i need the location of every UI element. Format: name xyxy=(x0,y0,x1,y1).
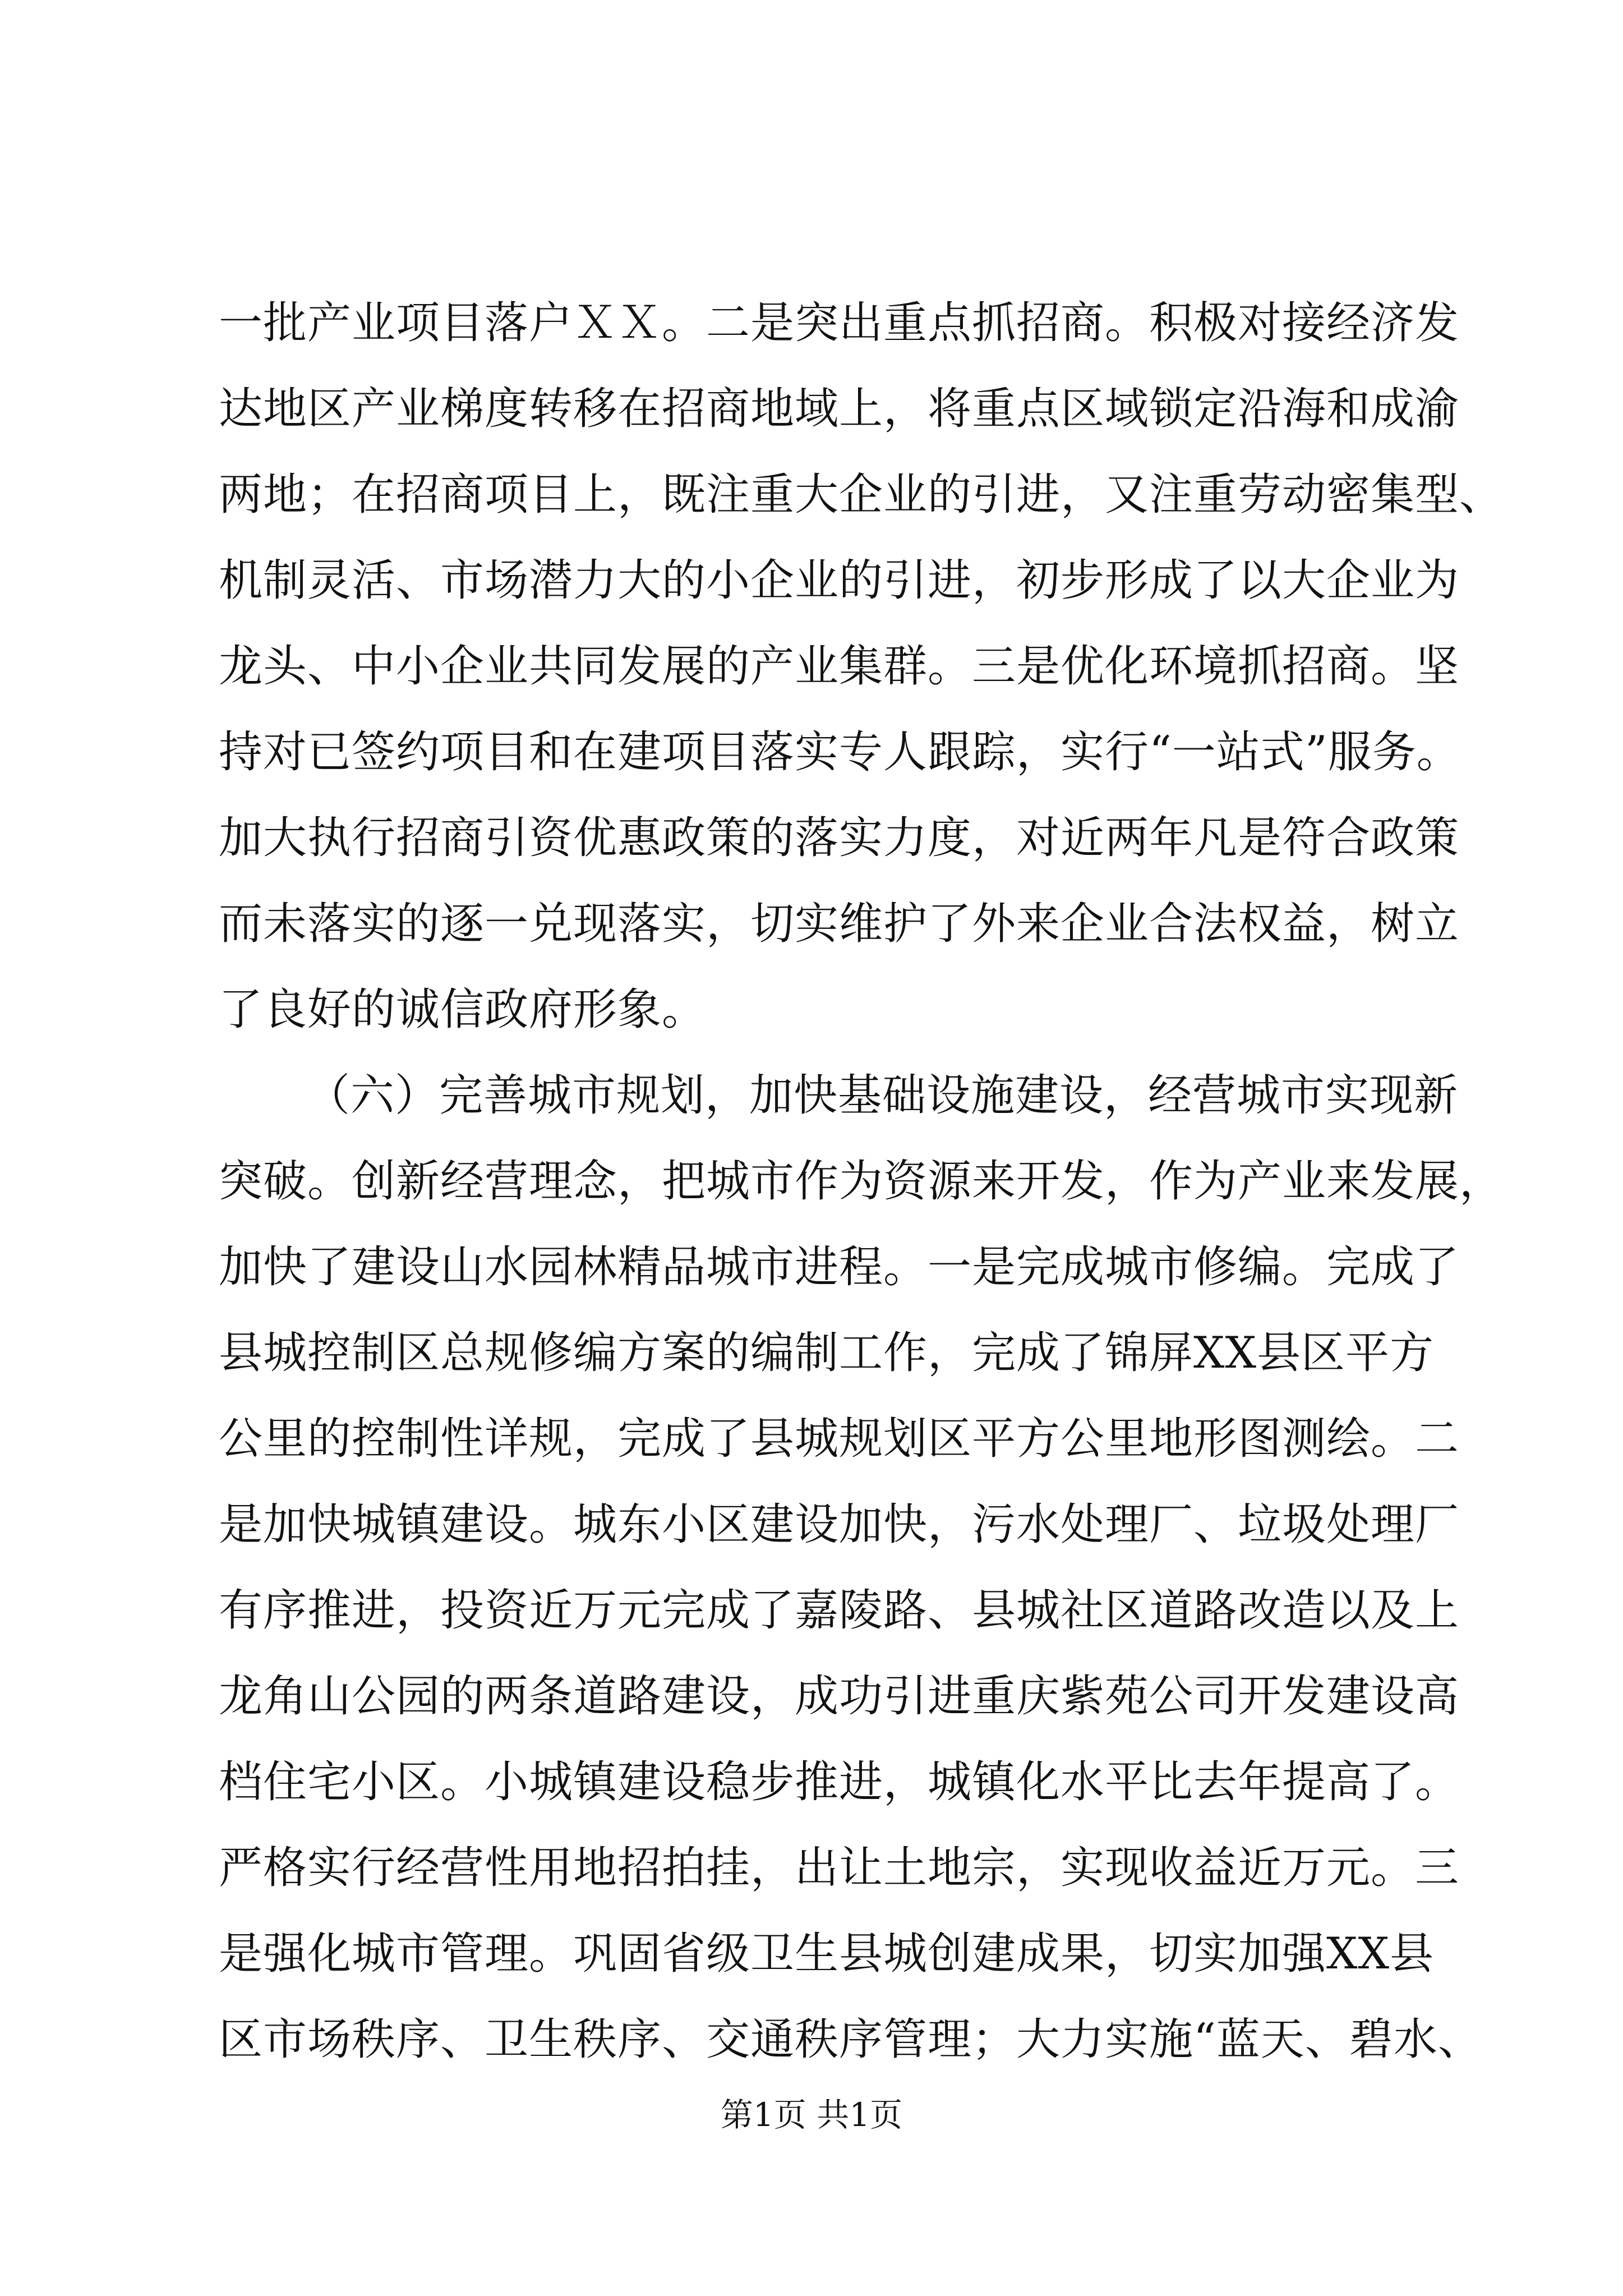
text-line: 持对已签约项目和在建项目落实专人跟踪，实行“一站式”服务。 xyxy=(219,727,1461,777)
section-heading-line: （六）完善城市规划，加快基础设施建设，经营城市实现新 xyxy=(306,1070,1459,1121)
page-footer: 第1页 共1页 xyxy=(720,2096,903,2134)
text-line: 两地；在招商项目上，既注重大企业的引进，又注重劳动密集型、 xyxy=(219,470,1504,520)
text-line: 是加快城镇建设。城东小区建设加快，污水处理厂、垃圾处理厂 xyxy=(219,1499,1460,1550)
text-line: 加大执行招商引资优惠政策的落实力度，对近两年凡是符合政策 xyxy=(219,813,1460,863)
text-line: 一批产业项目落户ＸＸ。二是突出重点抓招商。积极对接经济发 xyxy=(219,298,1460,348)
text-line: 加快了建设山水园林精品城市进程。一是完成城市修编。完成了 xyxy=(219,1242,1460,1292)
text-line: 公里的控制性详规，完成了县城规划区平方公里地形图测绘。二 xyxy=(219,1414,1460,1464)
text-line: 突破。创新经营理念，把城市作为资源来开发，作为产业来发展， xyxy=(219,1156,1504,1207)
text-line: 龙角山公园的两条道路建设，成功引进重庆紫苑公司开发建设高 xyxy=(219,1671,1460,1722)
document-body xyxy=(219,280,1504,2083)
text-line: 严格实行经营性用地招拍挂，出让土地宗，实现收益近万元。三 xyxy=(219,1843,1460,1893)
text-line: 达地区产业梯度转移在招商地域上，将重点区域锁定沿海和成渝 xyxy=(219,384,1460,434)
text-line: 有序推进，投资近万元完成了嘉陵路、县城社区道路改造以及上 xyxy=(219,1585,1460,1636)
text-line: 档住宅小区。小城镇建设稳步推进，城镇化水平比去年提高了。 xyxy=(219,1757,1460,1807)
text-line: 机制灵活、市场潜力大的小企业的引进，初步形成了以大企业为 xyxy=(219,555,1460,606)
text-line: 区市场秩序、卫生秩序、交通秩序管理；大力实施“蓝天、碧水、 xyxy=(219,2014,1482,2065)
text-line: 而未落实的逐一兑现落实，切实维护了外来企业合法权益，树立 xyxy=(219,899,1460,949)
text-line: 是强化城市管理。巩固省级卫生县城创建成果，切实加强XX县 xyxy=(219,1929,1435,1979)
text-line: 了良好的诚信政府形象。 xyxy=(219,984,707,1035)
text-line: 龙头、中小企业共同发展的产业集群。三是优化环境抓招商。坚 xyxy=(219,641,1460,692)
text-line: 县城控制区总规修编方案的编制工作，完成了锦屏XX县区平方 xyxy=(219,1328,1435,1378)
